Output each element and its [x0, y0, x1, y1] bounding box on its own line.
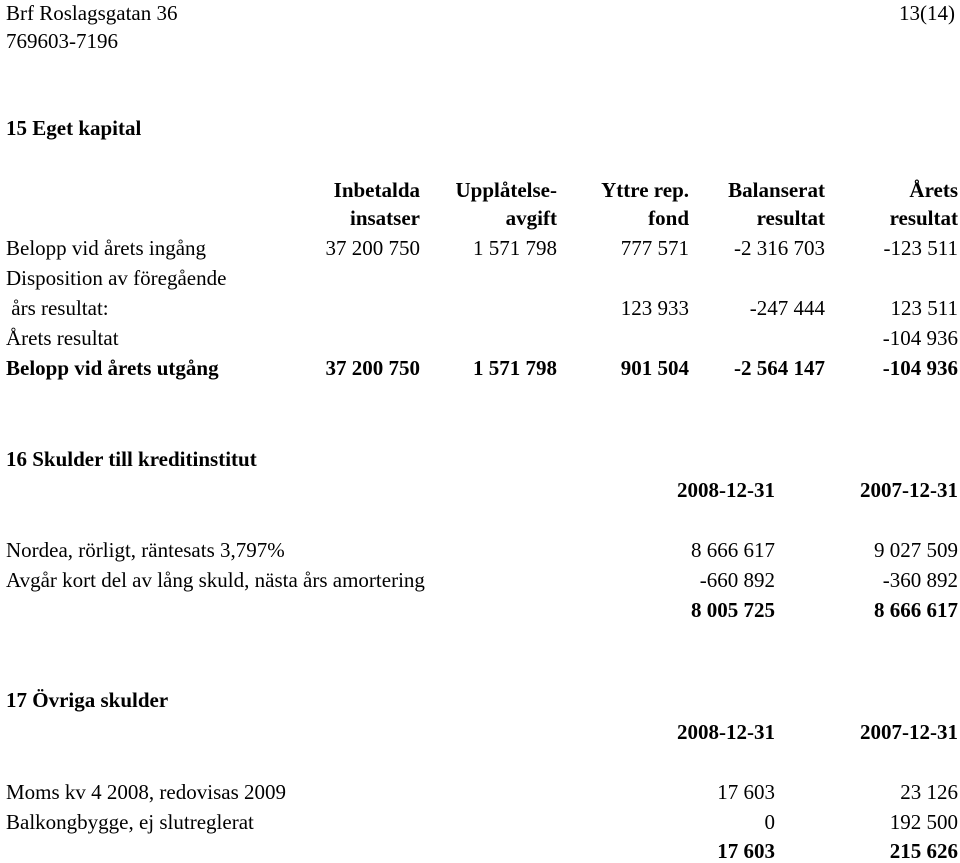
note16-cell: 8 666 617	[691, 538, 775, 562]
note16-cell: -360 892	[882, 568, 958, 592]
page-number: 13(14)	[899, 1, 955, 25]
note17-cell: 23 126	[900, 780, 958, 804]
note15-cell: 123 511	[890, 296, 958, 320]
note15-cell: -2 316 703	[734, 236, 825, 260]
note17-row-label: Balkongbygge, ej slutreglerat	[6, 810, 254, 834]
note17-cell: 0	[764, 810, 775, 834]
note15-col-header: avgift	[505, 206, 557, 230]
note15-cell: 777 571	[620, 236, 689, 260]
note15-col-header: Yttre rep.	[601, 178, 689, 202]
note16-total: 8 005 725	[691, 598, 775, 622]
note16-col-header: 2007-12-31	[860, 478, 958, 502]
note15-cell: -123 511	[883, 236, 958, 260]
note17-col-header: 2007-12-31	[860, 720, 958, 744]
note15-row-label: Årets resultat	[6, 326, 119, 350]
note15-cell: -2 564 147	[734, 356, 825, 380]
note15-cell: 1 571 798	[473, 236, 557, 260]
note15-row-label: års resultat:	[6, 296, 109, 320]
note15-col-header: Balanserat	[728, 178, 825, 202]
note17-total: 215 626	[889, 839, 958, 863]
note17-col-header: 2008-12-31	[677, 720, 775, 744]
note15-col-header: resultat	[889, 206, 958, 230]
note15-title: 15 Eget kapital	[6, 116, 142, 140]
note17-total: 17 603	[717, 839, 775, 863]
note15-cell: 901 504	[620, 356, 689, 380]
note15-cell: 1 571 798	[473, 356, 557, 380]
note15-col-header: Inbetalda	[333, 178, 420, 202]
note16-row-label: Avgår kort del av lång skuld, nästa års amortering	[6, 568, 425, 592]
note17-title: 17 Övriga skulder	[6, 688, 169, 712]
note15-cell: -104 936	[882, 326, 958, 350]
note15-cell: -104 936	[882, 356, 958, 380]
note15-col-header: resultat	[756, 206, 825, 230]
note15-row-label: Belopp vid årets utgång	[6, 356, 219, 380]
note16-cell: 9 027 509	[874, 538, 958, 562]
note15-col-header: fond	[648, 206, 689, 230]
note17-cell: 192 500	[889, 810, 958, 834]
note16-col-header: 2008-12-31	[677, 478, 775, 502]
note17-cell: 17 603	[717, 780, 775, 804]
note15-cell: 37 200 750	[325, 236, 420, 260]
note15-cell: 123 933	[620, 296, 689, 320]
note16-total: 8 666 617	[874, 598, 958, 622]
note15-col-header: Upplåtelse-	[455, 178, 557, 202]
note16-cell: -660 892	[699, 568, 775, 592]
note15-cell: 37 200 750	[325, 356, 420, 380]
company-name: Brf Roslagsgatan 36	[6, 1, 178, 25]
org-number: 769603-7196	[6, 29, 118, 53]
note16-row-label: Nordea, rörligt, räntesats 3,797%	[6, 538, 285, 562]
note15-row-label: Belopp vid årets ingång	[6, 236, 207, 260]
note16-title: 16 Skulder till kreditinstitut	[6, 447, 257, 471]
note15-cell: -247 444	[749, 296, 825, 320]
note15-col-header: insatser	[350, 206, 420, 230]
note15-col-header: Årets	[909, 178, 958, 202]
note17-row-label: Moms kv 4 2008, redovisas 2009	[6, 780, 286, 804]
note15-row-label: Disposition av föregående	[6, 266, 227, 290]
